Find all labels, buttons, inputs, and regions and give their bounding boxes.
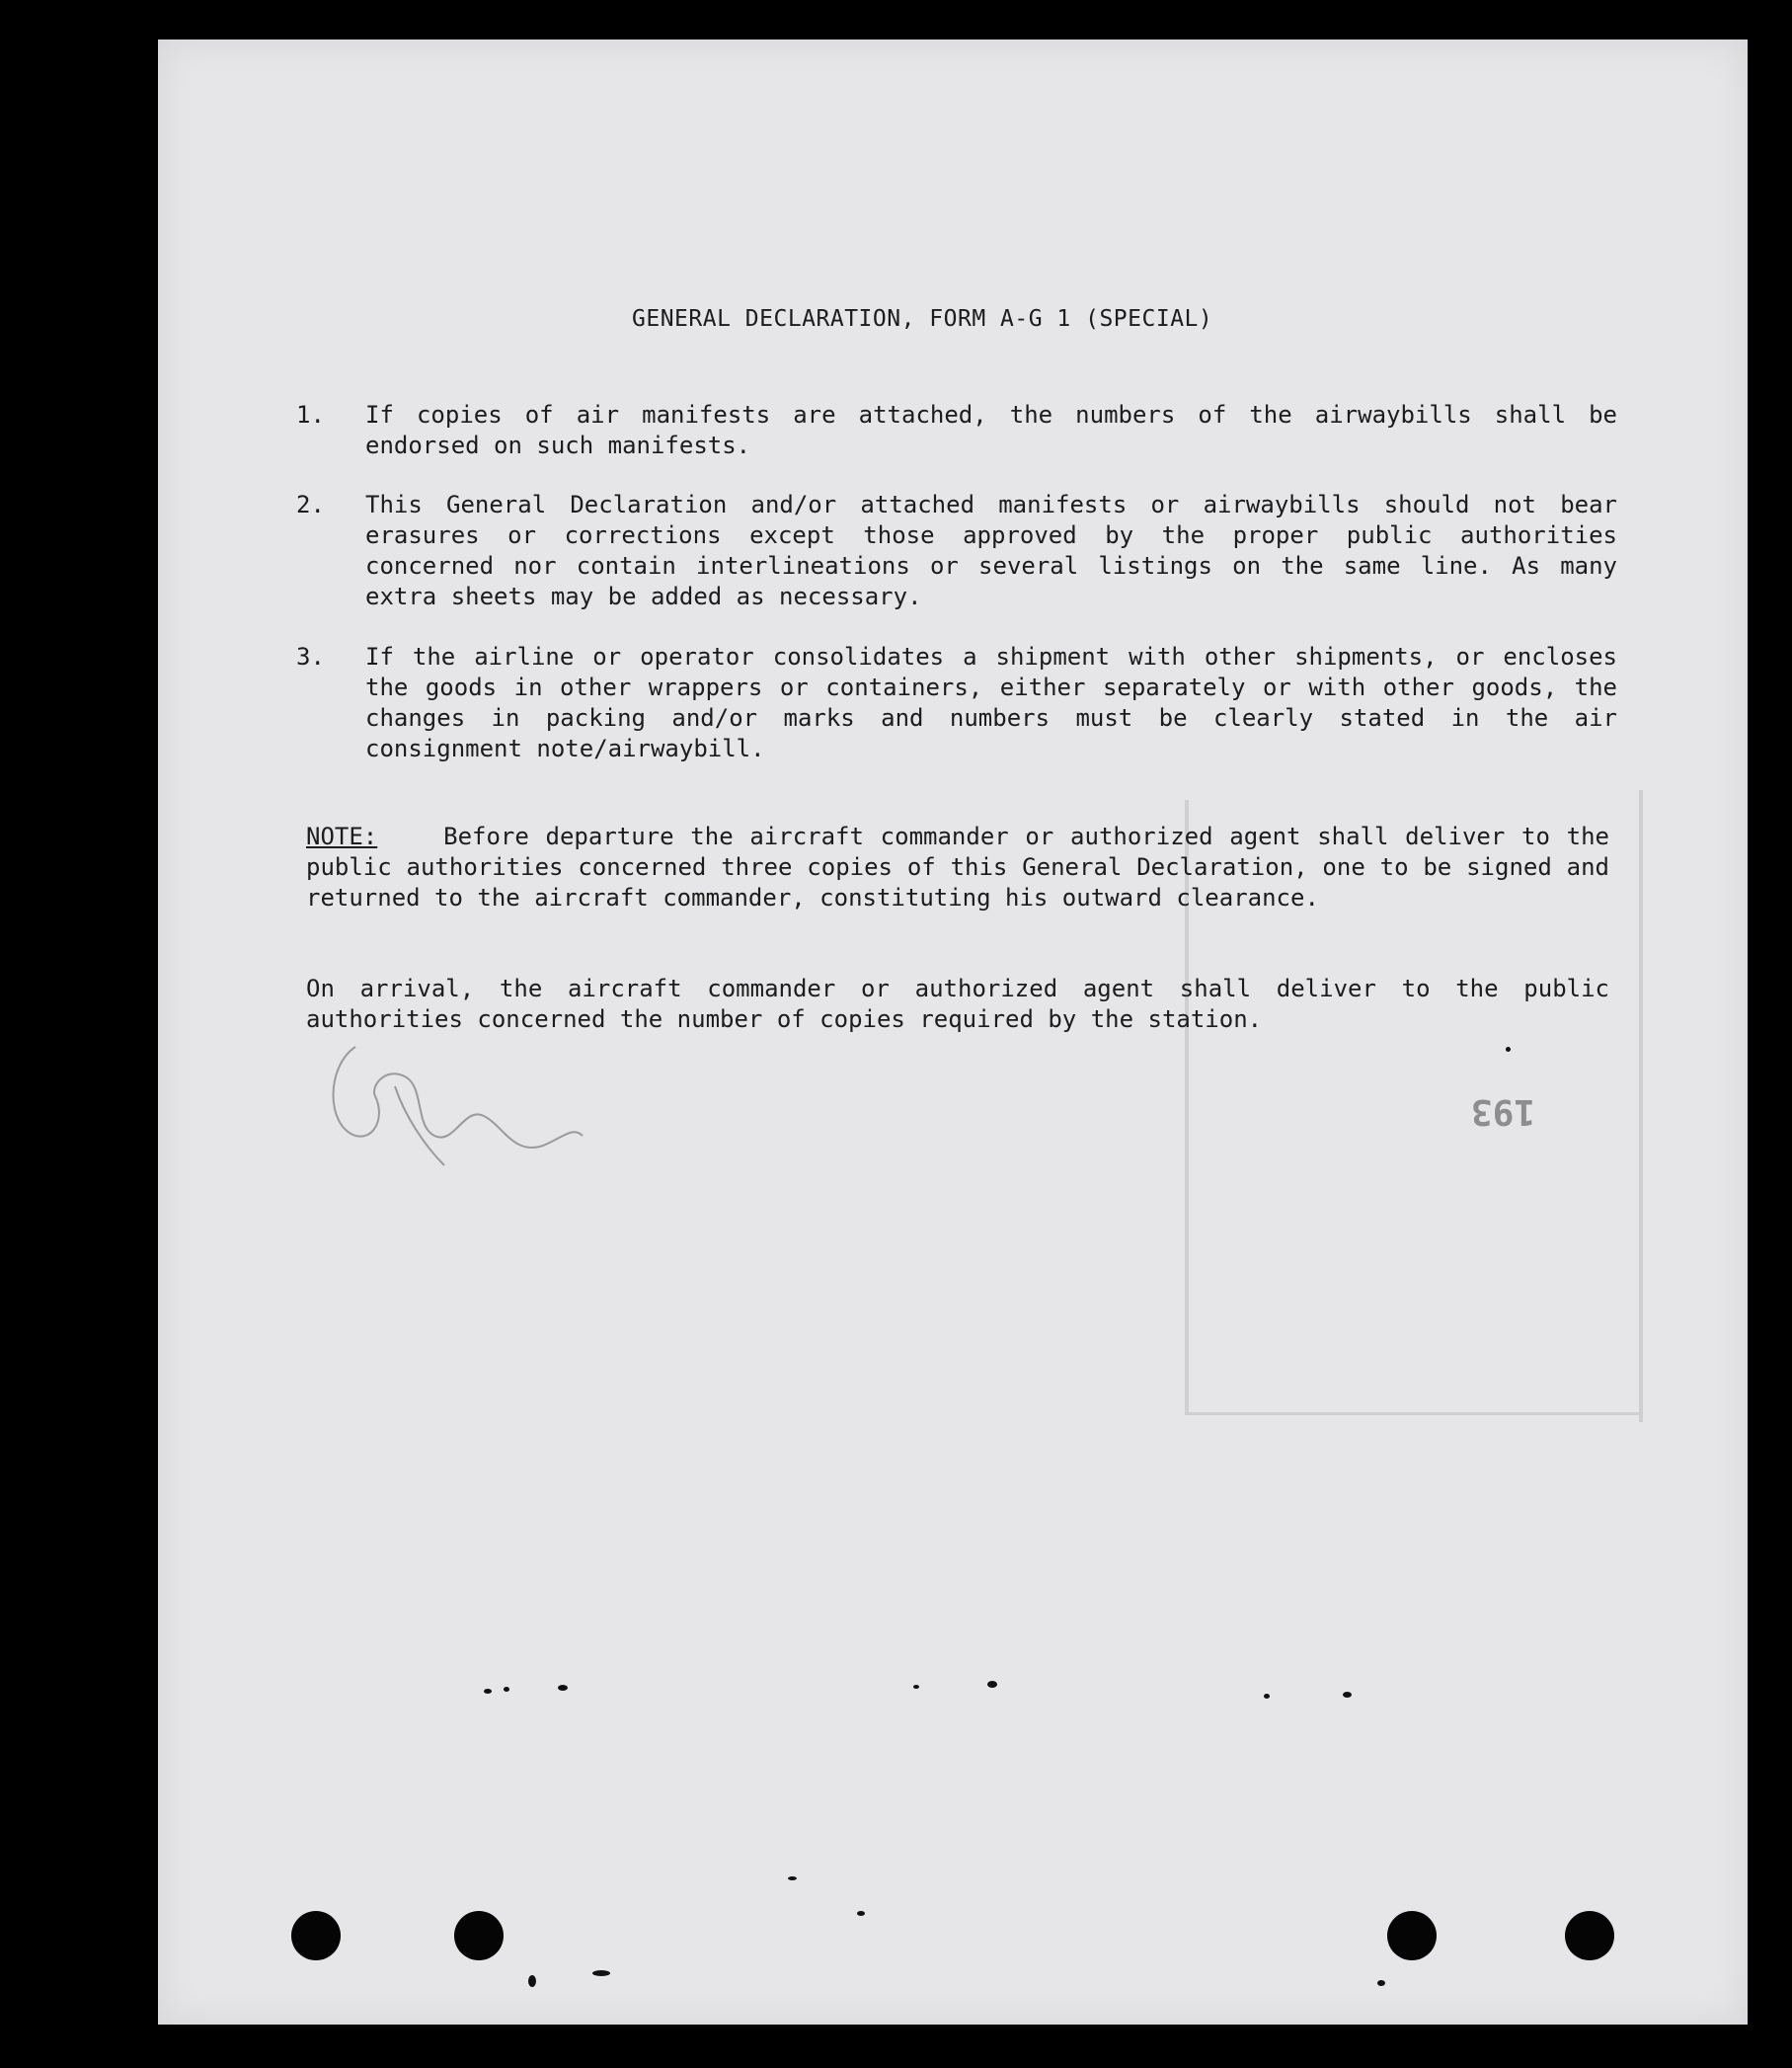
signature [316, 1027, 592, 1175]
speck [1343, 1692, 1352, 1698]
list-item-number: 3. [296, 643, 325, 671]
note-paragraph [306, 822, 1609, 914]
list-item-text: If the airline or operator consolidates a shipment with other shipments, or encloses the goods in other wrappers or containers, either separately or with other goods, the changes in packing and/or marks and numbers must be clearly stated in the air consignment note/airwaybill. [365, 643, 1617, 762]
note-text: Before departure the aircraft commander or authorized agent shall deliver to the public authorities concerned three copies of this General Declaration, one to be signed and returned to the aircraft commander, constituting his outward clearance. [306, 823, 1610, 912]
speck [558, 1685, 568, 1691]
speck [913, 1685, 919, 1689]
list-item [296, 642, 1617, 764]
punch-hole [291, 1911, 341, 1960]
speck [528, 1975, 536, 1987]
arrival-paragraph: On arrival, the aircraft commander or authorized agent shall deliver to the public authorities concerned the number of copies required by the station. [306, 975, 1609, 1033]
punch-hole [1565, 1911, 1614, 1960]
speck [1377, 1980, 1385, 1986]
list-item-number: 1. [296, 401, 325, 429]
punch-hole [1387, 1911, 1437, 1960]
list-item-number: 2. [296, 491, 325, 518]
speck [592, 1970, 610, 1976]
bleed-through-line [1185, 1412, 1639, 1415]
document-page [158, 40, 1748, 2025]
speck [788, 1876, 797, 1880]
list-item [296, 490, 1617, 612]
list-item [296, 400, 1617, 461]
speck [857, 1911, 865, 1916]
speck [504, 1687, 509, 1692]
list-item-text: This General Declaration and/or attached manifests or airwaybills should not bear erasures or corrections except those approved by the proper public authorities concerned nor contain interlineations or several listings on the same line. As many extra sheets may be added as necessary. [365, 491, 1617, 610]
speck [484, 1689, 492, 1694]
list-item-text: If copies of air manifests are attached, the numbers of the airwaybills shall be endorsed on such manifests. [365, 401, 1617, 459]
page-title: GENERAL DECLARATION, FORM A-G 1 (SPECIAL) [632, 306, 1213, 332]
speck [1264, 1694, 1270, 1699]
speck [1506, 1047, 1511, 1052]
punch-hole [454, 1911, 504, 1960]
note-heading: NOTE: [306, 823, 378, 850]
speck [987, 1681, 997, 1688]
bleed-through-number: 193 [1471, 1091, 1536, 1132]
bleed-through-line [1639, 790, 1643, 1422]
